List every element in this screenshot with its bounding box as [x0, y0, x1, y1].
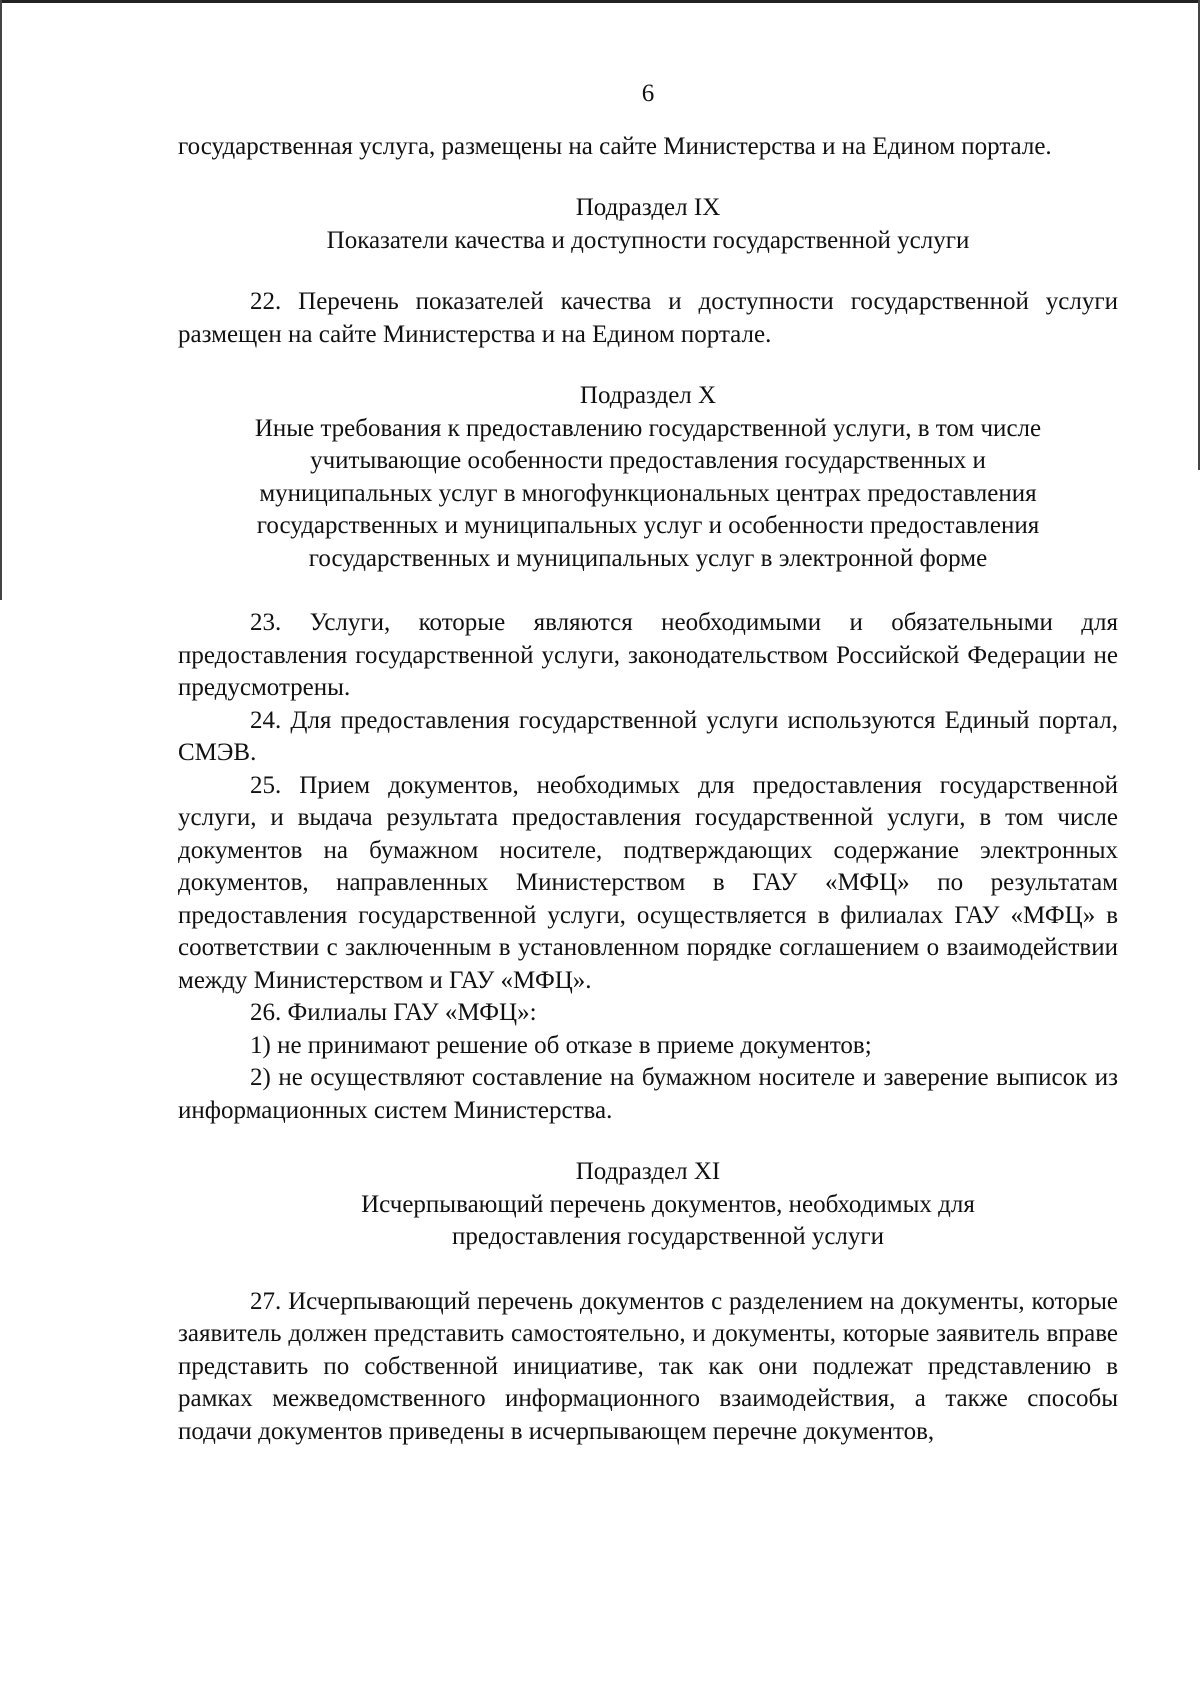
section-x-label: Подраздел X: [579, 382, 717, 409]
section-x-title-line: Иные требования к предоставлению государственной услуги, в том числе: [254, 414, 1042, 442]
section-xi-label: Подраздел XI: [575, 1158, 721, 1185]
section-x-title-line: учитывающие особенности предоставления государственных и: [310, 447, 986, 474]
paragraph-24: 24. Для предоставления государственной услуги используются Единый портал, СМЭВ.: [178, 706, 1118, 766]
section-xi-title-line: предоставления государственной услуги: [451, 1223, 885, 1250]
section-x-title-line: государственных и муниципальных услуг в электронной форме: [308, 544, 988, 572]
section-xi-title: [298, 1189, 1038, 1254]
paragraph-26: 26. Филиалы ГАУ «МФЦ»:: [250, 999, 537, 1026]
section-ix-title: Показатели качества и доступности государственной услуги: [326, 226, 970, 254]
paragraph-25: 25. Прием документов, необходимых для предоставления государственной услуги, и выдача результата предоставления государственной услуги, в том числе документов на бумажном носителе, подтверждающих содержание электронных документов, направленных Министерством в ГАУ «МФЦ» по результатам предоставления государственной услуги, осуществляется в филиалах ГАУ «МФЦ» в соответствии с заключенным в установленном порядке соглашением о взаимодействии между Министерством и ГАУ «МФЦ».: [178, 771, 1118, 994]
section-ix-label: Подраздел IX: [575, 194, 721, 221]
paragraph-26-item-1: 1) не принимают решение об отказе в приеме документов;: [250, 1031, 872, 1059]
intro-paragraph: государственная услуга, размещены на сайте Министерства и на Едином портале.: [178, 132, 1052, 160]
paragraph-27: 27. Исчерпывающий перечень документов с разделением на документы, которые заявитель должен представить самостоятельно, и документы, которые заявитель вправе представить по собственной инициативе, так как они подлежат представлению в рамках межведомственного информационного взаимодействия, а также способы подачи документов приведены в исчерпывающем перечне документов,: [178, 1287, 1118, 1445]
paragraph-22: 22. Перечень показателей качества и доступности государственной услуги размещен на сайте Министерства и на Едином портале.: [178, 288, 1118, 348]
section-x-title-line: муниципальных услуг в многофункциональных центрах предоставления: [259, 479, 1037, 507]
document-page: [178, 78, 1118, 1448]
scan-top-border: [0, 0, 1200, 3]
section-x-title-line: государственных и муниципальных услуг и особенности предоставления: [256, 512, 1040, 539]
paragraph-26-item-2: 2) не осуществляют составление на бумажном носителе и заверение выписок из информационных систем Министерства.: [178, 1064, 1118, 1124]
section-x-title: [178, 413, 1118, 576]
scan-left-border: [0, 0, 2, 600]
section-xi-title-line: Исчерпывающий перечень документов, необходимых для: [361, 1190, 975, 1218]
page-number: 6: [641, 80, 655, 107]
paragraph-23: 23. Услуги, которые являются необходимыми и обязательными для предоставления государственной услуги, законодательством Российской Федерации не предусмотрены.: [178, 609, 1118, 701]
